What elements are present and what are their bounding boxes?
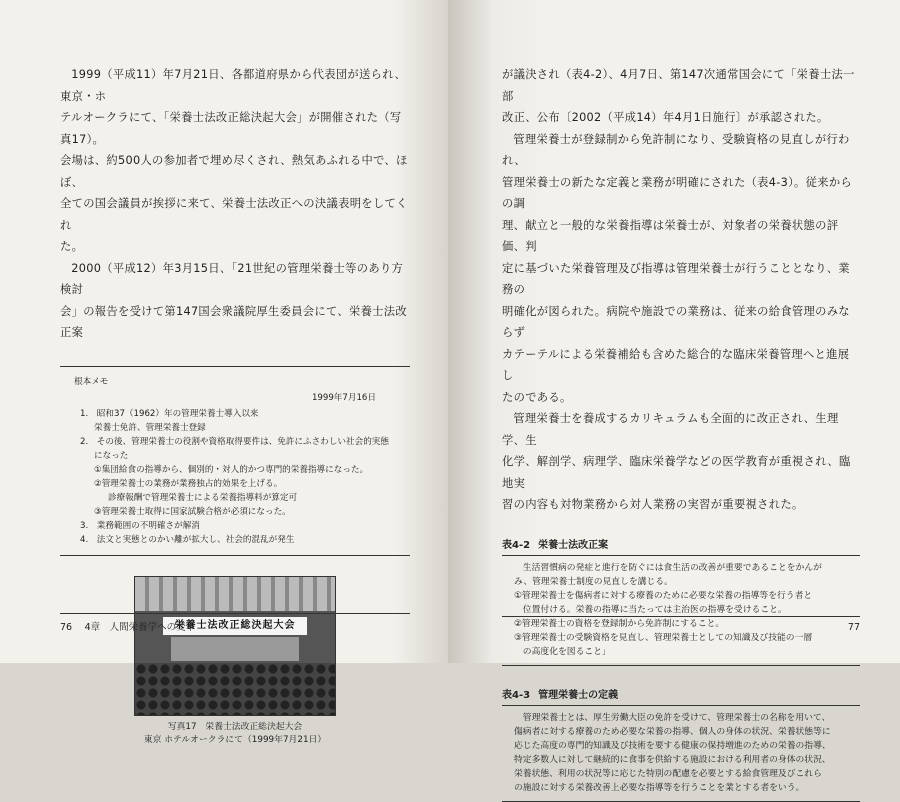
memo-line: ③管理栄養士取得に国家試験合格が必須になった。 xyxy=(94,506,291,517)
left-paragraph-line: 全ての国会議員が挨拶に来て、栄養士法改正への決議表明をしてくれ xyxy=(60,197,408,232)
table-line: ①管理栄養士を傷病者に対する療養のために必要な栄養の指導等を行う者と xyxy=(514,590,813,601)
left-paragraph-line: 会場は、約500人の参加者で埋め尽くされ、熱気あふれる中で、ほぼ、 xyxy=(60,154,408,189)
photo-stage xyxy=(171,637,299,661)
photo-crowd xyxy=(135,663,335,715)
table-line: 特定多数人に対して継続的に食事を供給する施設における利用者の身体の状況、 xyxy=(514,754,831,765)
right-paragraph-line: 管理栄養士が登録制から免許制になり、受験資格の見直しが行われ、 xyxy=(502,132,850,167)
table-line: ②管理栄養士の資格を登録制から免許制にすること。 xyxy=(514,618,725,629)
table-4-3-title xyxy=(502,686,860,706)
memo-line: 2. その後、管理栄養士の役割や資格取得要件は、免許にふさわしい社会的実態 xyxy=(80,436,389,447)
right-paragraph-line: が議決され（表4-2）、4月7日、第147次通常国会にて「栄養士法一部 xyxy=(502,68,855,103)
right-paragraph-line: 改正、公布〔2002（平成14）年4月1日施行〕が承認された。 xyxy=(502,111,829,124)
photo-caption xyxy=(60,721,410,747)
left-paragraph-line: 1999（平成11）年7月21日、各都道府県から代表団が送られ、東京・ホ xyxy=(60,68,407,103)
nemoto-memo-box xyxy=(60,366,410,556)
left-paragraph-line: 2000（平成12）年3月15日、「21世紀の管理栄養士等のあり方検討 xyxy=(60,261,404,296)
table-4-2-number: 表4-2 xyxy=(502,539,531,551)
photo-ceiling-lights xyxy=(135,577,335,611)
table-4-3-body xyxy=(502,706,860,802)
left-paragraph-line: 会」の報告を受けて第147国会衆議院厚生委員会にて、栄養士法改正案 xyxy=(60,304,407,339)
table-line: み、管理栄養士制度の見直しを講じる。 xyxy=(514,576,673,587)
table-4-2-name: 栄養士法改正案 xyxy=(538,539,609,551)
photo-banner-text: 栄養士法改正総決起大会 xyxy=(163,617,307,635)
right-page xyxy=(448,0,900,793)
table-4-2-title xyxy=(502,536,860,556)
right-paragraph-line: カテーテルによる栄養補給も含めた総合的な臨床栄養管理へと進展し xyxy=(502,347,850,382)
memo-line: 1. 昭和37（1962）年の管理栄養士導入以来 xyxy=(80,408,259,419)
memo-title: 根本メモ xyxy=(74,376,109,387)
photo-caption-line-2: 東京 ホテルオークラにて（1999年7月21日） xyxy=(143,734,327,745)
memo-line: 3. 業務範囲の不明確さが解消 xyxy=(80,520,200,531)
table-4-3-number: 表4-3 xyxy=(502,689,531,701)
memo-line: ①集団給食の指導から、個別的・対人的かつ専門的栄養指導になった。 xyxy=(94,464,369,475)
right-page-footer: 77 xyxy=(502,616,860,633)
right-body-text xyxy=(502,64,860,516)
memo-line: になった xyxy=(94,450,129,461)
memo-line: ②管理栄養士の業務が業務独占的効果を上げる。 xyxy=(94,478,283,489)
table-line: 位置付ける。栄養の指導に当たっては主治医の指導を受けること。 xyxy=(514,604,787,615)
table-line: 傷病者に対する療養のため必要な栄養の指導、個人の身体の状況、栄養状態等に xyxy=(514,726,831,737)
right-paragraph-line: 習の内容も対物業務から対人業務の実習が重要視された。 xyxy=(502,498,804,511)
memo-lines xyxy=(74,407,404,547)
table-line: ③管理栄養士の受験資格を見直し、管理栄養士としての知識及び技能の一層 xyxy=(514,632,813,643)
left-paragraph-line: テルオークラにて、「栄養士法改正総決起大会」が開催された（写真17）。 xyxy=(60,111,402,146)
right-paragraph-line: たのである。 xyxy=(502,390,572,404)
table-line: 管理栄養士とは、厚生労働大臣の免許を受けて、管理栄養士の名称を用いて、 xyxy=(514,712,831,723)
left-page-footer: 76 4章 人間栄養学への変革 xyxy=(60,613,410,633)
right-paragraph-line: 管理栄養士の新たな定義と業務が明確にされた（表4-3）。従来からの調 xyxy=(502,175,853,210)
table-line: 応じた高度の専門的知識及び技術を要する健康の保持増進のための栄養の指導、 xyxy=(514,740,831,751)
memo-line: 診療報酬で管理栄養士による栄養指導料が算定可 xyxy=(108,492,298,503)
photo-caption-line-1: 写真17 栄養士法改正総決起大会 xyxy=(167,721,303,732)
memo-date: 1999年7月16日 xyxy=(311,392,376,403)
table-4-2-body xyxy=(502,556,860,666)
table-line: 生活習慣病の発症と進行を防ぐには食生活の改善が重要であることをかんが xyxy=(514,562,822,573)
right-paragraph-line: 管理栄養士を養成するカリキュラムも全面的に改正され、生理学、生 xyxy=(502,412,839,447)
memo-line: 栄養士免許、管理栄養士登録 xyxy=(94,422,206,433)
right-paragraph-line: 化学、解剖学、病理学、臨床栄養学などの医学教育が重視され、臨地実 xyxy=(502,455,851,490)
left-body-text xyxy=(60,64,410,344)
table-line: の施設に対する栄養改善上必要な指導等を行うことを業とする者をいう。 xyxy=(514,782,805,793)
right-paragraph-line: 理、献立と一般的な栄養指導は栄養士が、対象者の栄養状態の評価、判 xyxy=(502,218,839,253)
left-paragraph-line: た。 xyxy=(60,240,84,253)
right-paragraph-line: 定に基づいた栄養管理及び指導は管理栄養士が行うこととなり、業務の xyxy=(502,261,850,296)
right-paragraph-line: 明確化が図られた。病院や施設での業務は、従来の給食管理のみならず xyxy=(502,304,850,339)
table-line: の高度化を図ること」 xyxy=(514,646,611,657)
table-line: 栄養状態、利用の状況等に応じた特別の配慮を必要とする給食管理及びこれら xyxy=(514,768,822,779)
photo-17 xyxy=(134,576,336,716)
memo-line: 4. 法文と実態とのかい離が拡大し、社会的混乱が発生 xyxy=(80,534,295,545)
table-4-3-name: 管理栄養士の定義 xyxy=(538,689,619,701)
left-page xyxy=(0,0,448,745)
